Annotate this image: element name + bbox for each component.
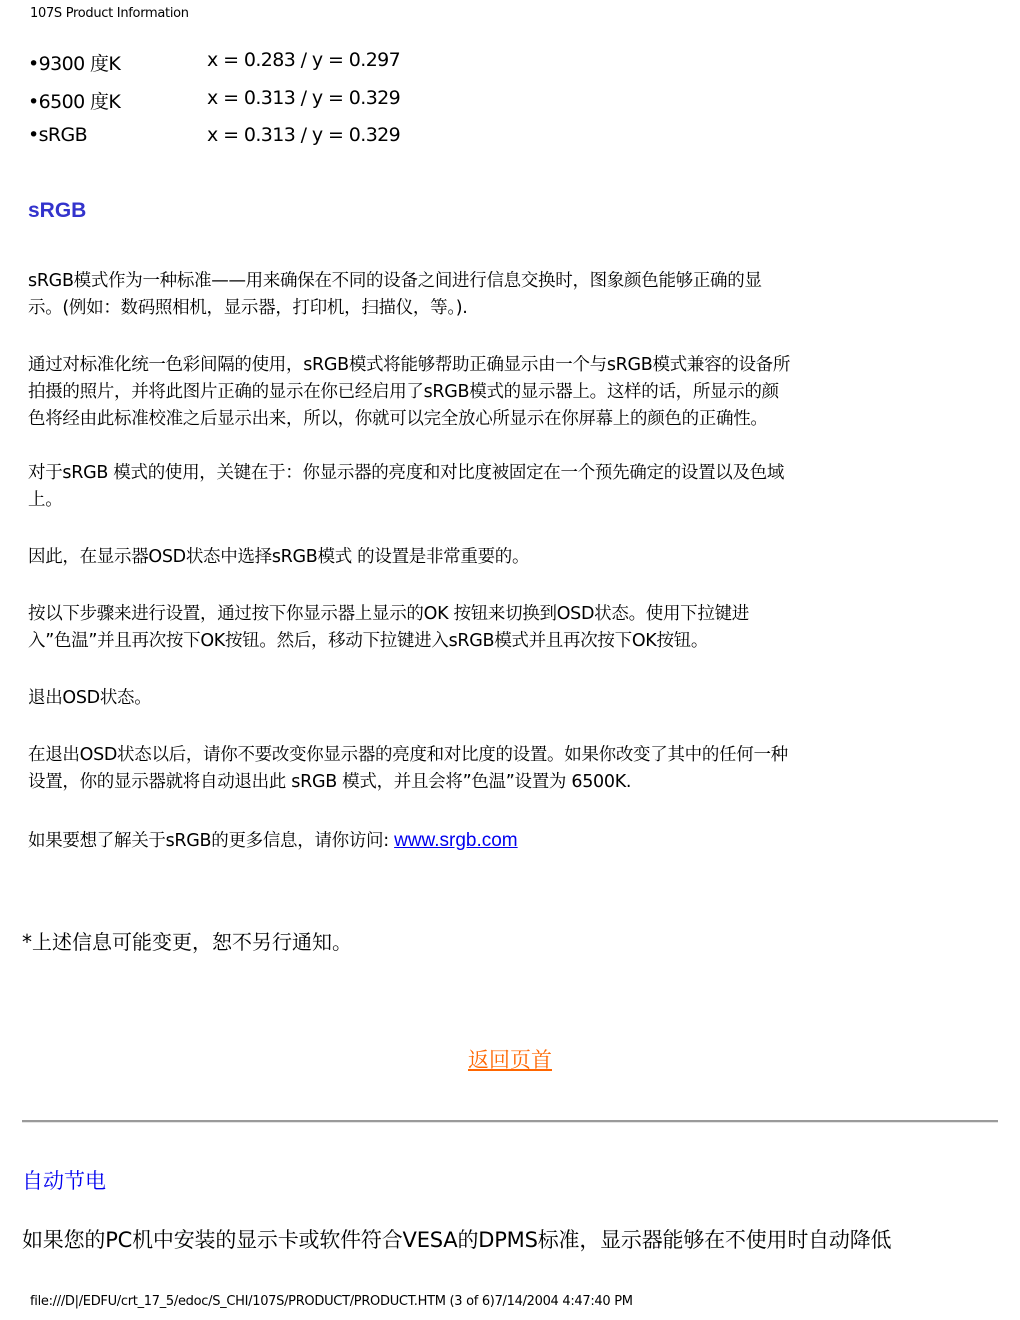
change-notice: *上述信息可能变更，恕不另行通知。	[22, 930, 352, 954]
srgb-info-text: 如果要想了解关于sRGB的更多信息，请你访问:	[28, 831, 395, 851]
srgb-section-title: sRGB	[28, 199, 87, 222]
section-divider	[22, 1120, 998, 1123]
srgb-paragraph-4: 因此，在显示器OSD状态中选择sRGB模式 的设置是非常重要的。	[28, 547, 530, 567]
temp-label-9300: •9300 度K	[28, 53, 121, 75]
srgb-paragraph-3: 对于sRGB 模式的使用，关键在于：你显示器的亮度和对比度被固定在一个预先确定的设置以及色域 上。	[28, 463, 785, 510]
temp-value-srgb: x = 0.313 / y = 0.329	[207, 124, 401, 146]
temp-label-6500: •6500 度K	[28, 91, 121, 113]
temp-value-9300: x = 0.283 / y = 0.297	[207, 49, 401, 71]
temp-value-6500: x = 0.313 / y = 0.329	[207, 87, 401, 109]
srgb-paragraph-6: 退出OSD状态。	[28, 688, 152, 708]
srgb-paragraph-7: 在退出OSD状态以后，请你不要改变你显示器的亮度和对比度的设置。如果你改变了其中的任何一种 设置，你的显示器就将自动退出此 sRGB 模式，并且会将”色温”设置为 6500K.	[28, 745, 788, 792]
srgb-paragraph-2: 通过对标准化统一色彩间隔的使用，sRGB模式将能够帮助正确显示由一个与sRGB模式兼容的设备所 拍摄的照片，并将此图片正确的显示在你已经启用了sRGB模式的显示器上。这样的话，所显示的颜 色将经由此标准校准之后显示出来，所以，你就可以完全放心所显示在你屏幕上的颜色的正确性。	[28, 355, 791, 429]
back-to-top-link[interactable]: 返回页首	[468, 1048, 552, 1072]
srgb-website-link[interactable]: www.srgb.com	[394, 830, 518, 851]
back-to-top-container	[0, 1044, 1020, 1074]
srgb-paragraph-5: 按以下步骤来进行设置，通过按下你显示器上显示的OK 按钮来切换到OSD状态。使用下拉键进 入”色温”并且再次按下OK按钮。然后，移动下拉键进入sRGB模式并且再次按下OK按钮。	[28, 604, 749, 651]
auto-power-saving-text: 如果您的PC机中安装的显示卡或软件符合VESA的DPMS标准，显示器能够在不使用时自动降低	[22, 1228, 892, 1252]
temp-label-srgb: •sRGB	[28, 124, 88, 146]
auto-power-saving-heading: 自动节电	[22, 1169, 106, 1193]
srgb-paragraph-8	[28, 827, 518, 855]
srgb-paragraph-1: sRGB模式作为一种标准——用来确保在不同的设备之间进行信息交换时，图象颜色能够正确的显 示。(例如：数码照相机，显示器，打印机，扫描仪，等。).	[28, 271, 762, 318]
page-header: 107S Product Information	[30, 6, 189, 21]
page-footer-path: file:///D|/EDFU/crt_17_5/edoc/S_CHI/107S/PRODUCT/PRODUCT.HTM (3 of 6)7/14/2004 4:47:40 PM	[30, 1294, 633, 1309]
